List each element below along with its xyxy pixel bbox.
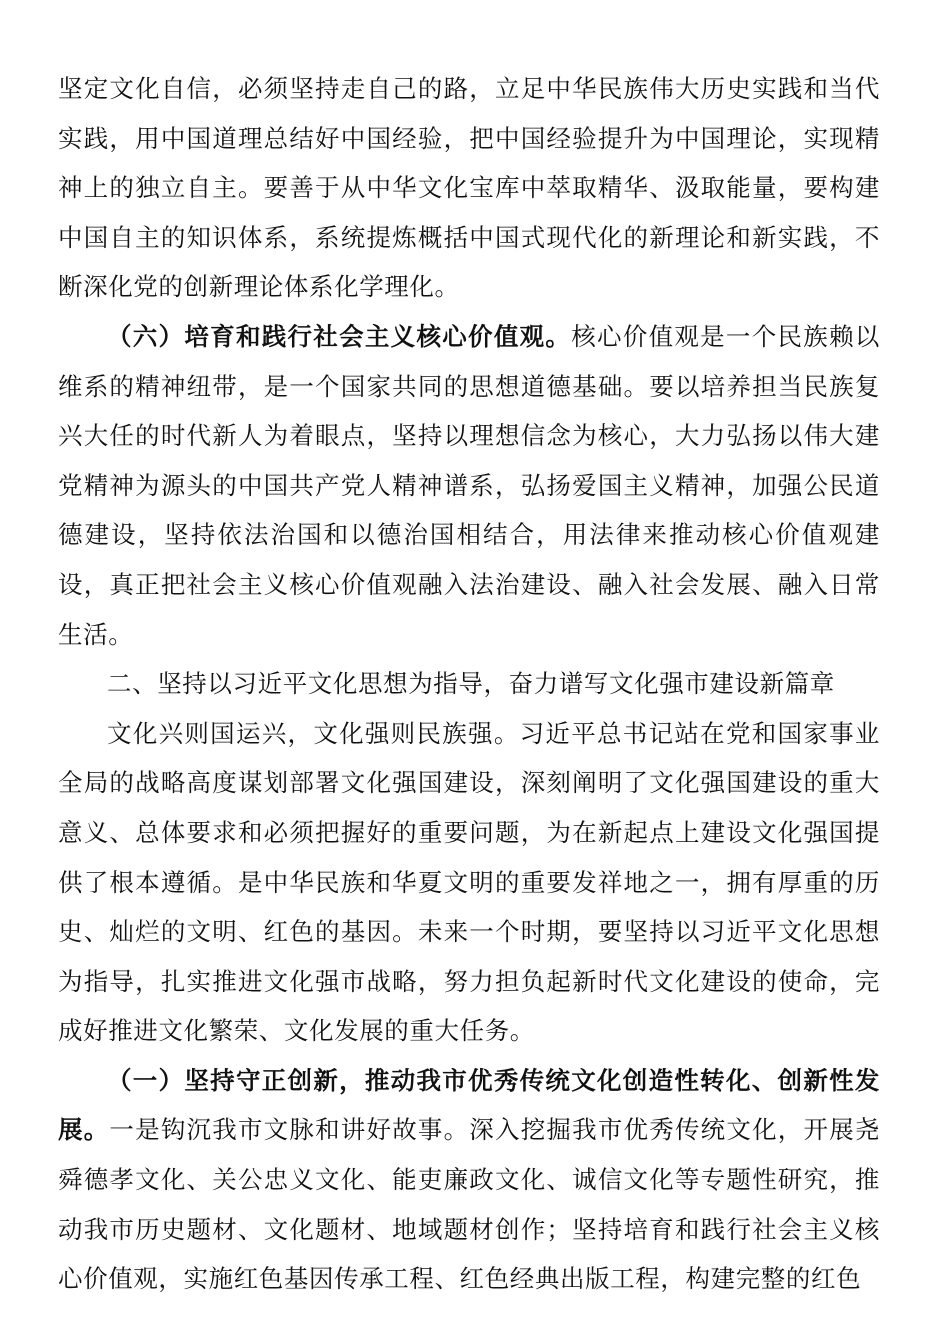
section-title-two (58, 659, 880, 709)
paragraph-text: 一是钩沉我市文脉和讲好故事。深入挖掘我市优秀传统文化，开展尧舜德孝文化、关公忠义文化、能吏廉政文化、诚信文化等专题性研究，推动我市历史题材、文化题材、地域题材创作；坚持培育和践行社会主义核心价值观，实施红色基因传承工程、红色经典出版工程，构建完整的红色 (58, 1115, 881, 1294)
section-heading-one: （一）坚持守正创新，推动我市优秀传统文化创造性转化、创新性发展。 (58, 1065, 880, 1145)
section-heading-six: （六）培育和践行社会主义核心价值观。 (107, 321, 572, 351)
paragraph-text: 核心价值观是一个民族赖以维系的精神纽带，是一个国家共同的思想道德基础。要以培养担当民族复兴大任的时代新人为着眼点，坚持以理想信念为核心，大力弘扬以伟大建党精神为源头的中国共产党人精神谱系，弘扬爱国主义精神，加强公民道德建设，坚持依法治国和以德治国相结合，用法律来推动核心价值观建设，真正把社会主义核心价值观融入法治建设、融入社会发展、融入日常生活。 (58, 321, 880, 649)
paragraph-text: 坚定文化自信，必须坚持走自己的路，立足中华民族伟大历史实践和当代实践，用中国道理总结好中国经验，把中国经验提升为中国理论，实现精神上的独立自主。要善于从中华文化宝库中萃取精华、汲取能量，要构建中国自主的知识体系，系统提炼概括中国式现代化的新理论和新实践，不断深化党的创新理论体系化学理化。 (58, 74, 880, 302)
document-page (58, 64, 880, 1304)
section-title-text: 二、坚持以习近平文化思想为指导，奋力谱写文化强市建设新篇章 (107, 669, 835, 699)
paragraph-innovation (58, 1056, 880, 1304)
paragraph-core-values (58, 312, 880, 659)
paragraph-cultural-prosperity (58, 709, 880, 1056)
paragraph-text: 文化兴则国运兴，文化强则民族强。习近平总书记站在党和国家事业全局的战略高度谋划部署文化强国建设，深刻阐明了文化强国建设的重大意义、总体要求和必须把握好的重要问题，为在新起点上建设文化强国提供了根本遵循。是中华民族和华夏文明的重要发祥地之一，拥有厚重的历史、灿烂的文明、红色的基因。未来一个时期，要坚持以习近平文化思想为指导，扎实推进文化强市战略，努力担负起新时代文化建设的使命，完成好推进文化繁荣、文化发展的重大任务。 (58, 718, 880, 1046)
paragraph-cultural-confidence (58, 64, 880, 312)
